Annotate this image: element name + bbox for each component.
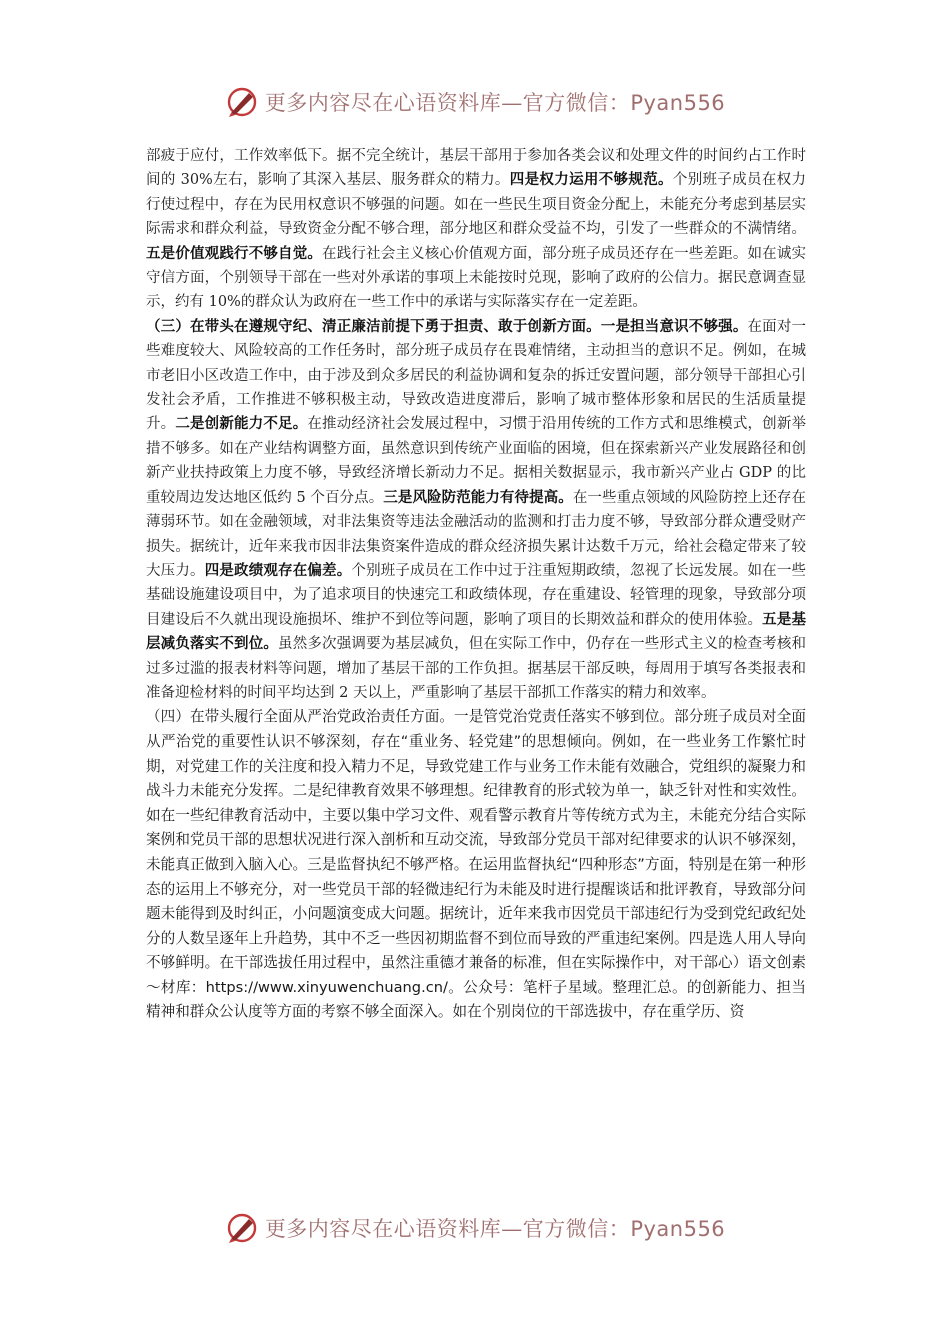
footer-banner [0,1208,950,1248]
pen-logo-icon [225,1211,259,1245]
banner-text: 更多内容尽在心语资料库—官方微信：Pyan556 [264,91,726,115]
pen-logo-icon [225,85,259,119]
paragraph-3: （四）在带头履行全面从严治党政治责任方面。一是管党治党责任落实不够到位。部分班子成员对全面从严治党的重要性认识不够深刻，存在“重业务、轻党建”的思想倾向。例如，在一些业务工作繁忙时期，对党建工作的关注度和投入精力不足，导致党建工作与业务工作未能有效融合，党组织的凝聚力和战斗力未能充分发挥。二是纪律教育效果不够理想。纪律教育的形式较为单一，缺乏针对性和实效性。如在一些纪律教育活动中，主要以集中学习文件、观看警示教育片等传统方式为主，未能充分结合实际案例和党员干部的思想状况进行深入剖析和互动交流，导致部分党员干部对纪律要求的认识不够深刻，未能真正做到入脑入心。三是监督执纪不够严格。在运用监督执纪“四种形态”方面，特别是在第一种形态的运用上不够充分，对一些党员干部的轻微违纪行为未能及时进行提醒谈话和批评教育，导致部分问题未能得到及时纠正，小问题演变成大问题。据统计，近年来我市因党员干部违纪行为受到党纪政纪处分的人数呈逐年上升趋势，其中不乏一些因初期监督不到位而导致的严重违纪案例。四是选人用人导向不够鲜明。在干部选拔任用过程中，虽然注重德才兼备的标准，但在实际操作中，对干部心）语文创素～材库：https://www.xinyuwenchuang.cn/。公众号：笔杆子星域。整理汇总。的创新能力、担当精神和群众公认度等方面的考察不够全面深入。如在个别岗位的干部选拔中，存在重学历、资 [146,708,806,1021]
header-banner [0,82,950,122]
paragraph-1: 部疲于应付，工作效率低下。据不完全统计，基层干部用于参加各类会议和处理文件的时间约占工作时间的 30%左右，影响了其深入基层、服务群众的精力。四是权力运用不够规范。个别班子成员在权力行使过程中，存在为民用权意识不够强的问题。如在一些民生项目资金分配上，未能充分考虑到基层实际需求和群众利益，导致资金分配不够合理，部分地区和群众受益不均，引发了一些群众的不满情绪。五是价值观践行不够自觉。在践行社会主义核心价值观方面，部分班子成员还存在一些差距。如在诚实守信方面，个别领导干部在一些对外承诺的事项上未能按时兑现，影响了政府的公信力。据民意调查显示，约有 10%的群众认为政府在一些工作中的承诺与实际落实存在一定差距。 [146,148,807,311]
banner-text: 更多内容尽在心语资料库—官方微信：Pyan556 [264,1217,726,1241]
paragraph-2: （三）在带头在遵规守纪、清正廉洁前提下勇于担责、敢于创新方面。一是担当意识不够强。在面对一些难度较大、风险较高的工作任务时，部分班子成员存在畏难情绪，主动担当的意识不足。例如，在城市老旧小区改造工作中，由于涉及到众多居民的利益协调和复杂的拆迁安置问题，部分领导干部担心引发社会矛盾，工作推进不够积极主动，导致改造进度滞后，影响了城市整体形象和居民的生活质量提升。二是创新能力不足。在推动经济社会发展过程中，习惯于沿用传统的工作方式和思维模式，创新举措不够多。如在产业结构调整方面，虽然意识到传统产业面临的困境，但在探索新兴产业发展路径和创新产业扶持政策上力度不够，导致经济增长新动力不足。据相关数据显示，我市新兴产业占 GDP 的比重较周边发达地区低约 5 个百分点。三是风险防范能力有待提高。在一些重点领域的风险防控上还存在薄弱环节。如在金融领域，对非法集资等违法金融活动的监测和打击力度不够，导致部分群众遭受财产损失。据统计，近年来我市因非法集资案件造成的群众经济损失累计达数千万元，给社会稳定带来了较大压力。四是政绩观存在偏差。个别班子成员在工作中过于注重短期政绩，忽视了长远发展。如在一些基础设施建设项目中，为了追求项目的快速完工和政绩体现，存在重建设、轻管理的现象，导致部分项目建设后不久就出现设施损坏、维护不到位等问题，影响了项目的长期效益和群众的使用体验。五是基层减负落实不到位。虽然多次强调要为基层减负，但在实际工作中，仍存在一些形式主义的检查考核和过多过滥的报表材料等问题，增加了基层干部的工作负担。据基层干部反映，每周用于填写各类报表和准备迎检材料的时间平均达到 2 天以上，严重影响了基层干部抓工作落实的精力和效率。 [146,317,807,701]
document-body [146,144,806,1025]
